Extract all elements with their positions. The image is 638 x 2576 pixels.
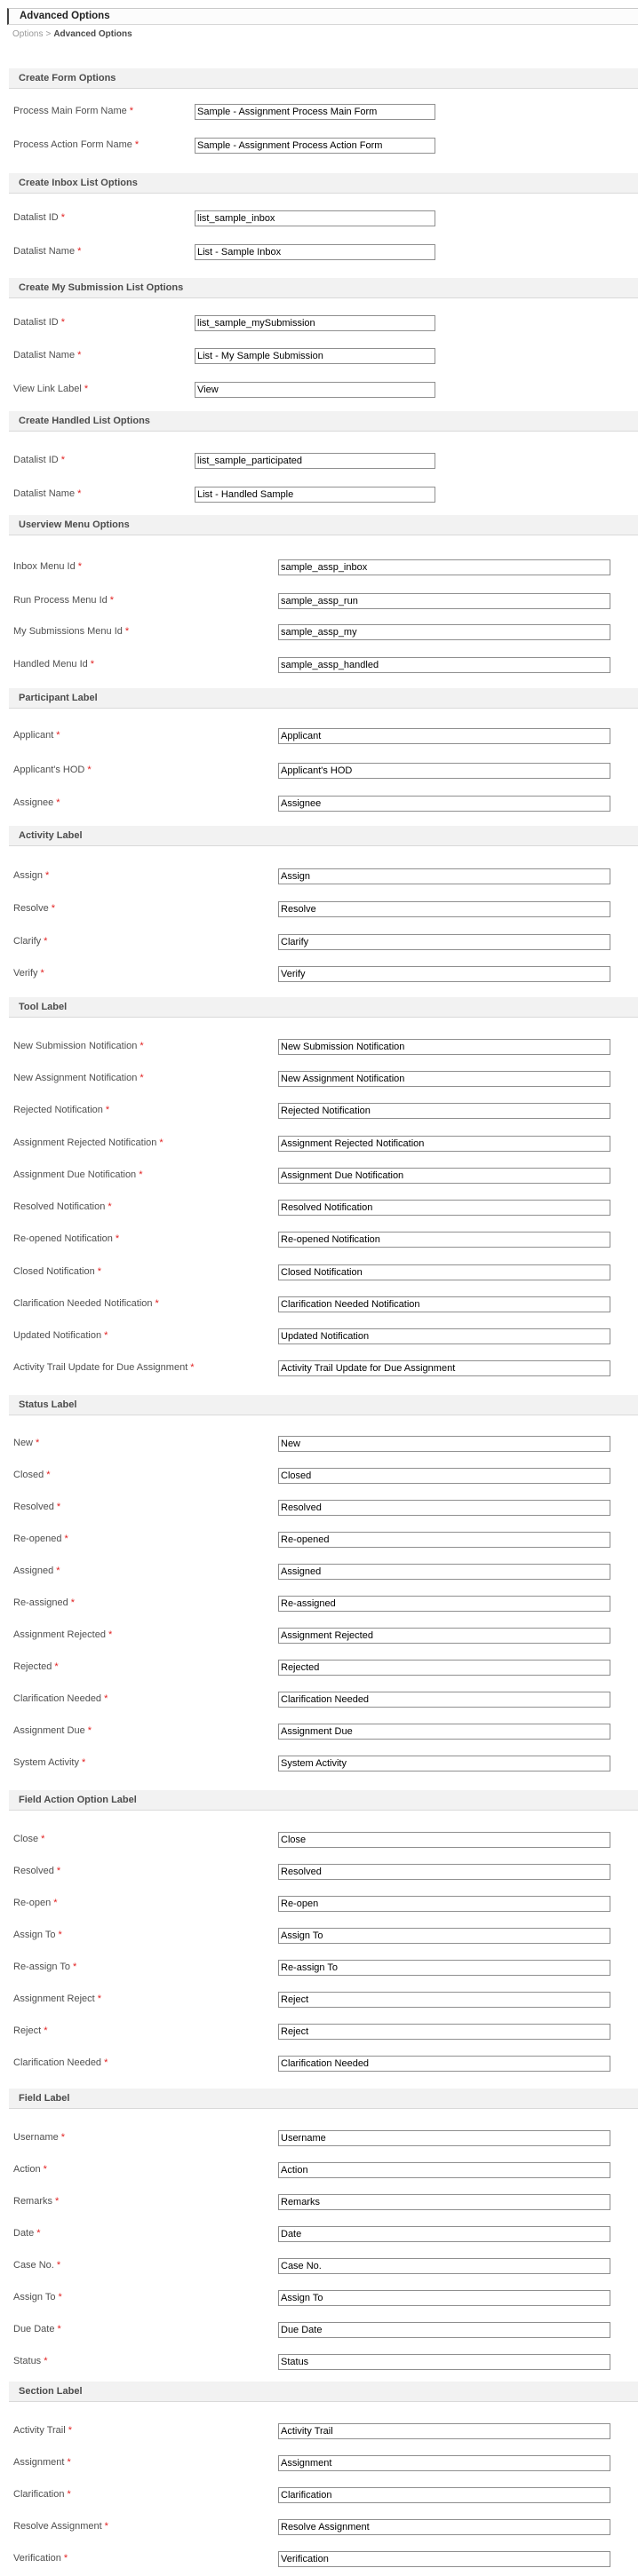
required-asterisk: * bbox=[44, 2356, 48, 2366]
field-label-text: Reject bbox=[13, 2025, 42, 2036]
field-label-resolved bbox=[13, 1502, 60, 1513]
text-input-assignment[interactable] bbox=[278, 2455, 610, 2471]
section-header-create-my-submission-list-options: Create My Submission List Options bbox=[9, 278, 638, 298]
field-label-verification bbox=[13, 2553, 68, 2564]
required-asterisk: * bbox=[46, 1470, 51, 1480]
required-asterisk: * bbox=[87, 1725, 92, 1736]
text-input-verify[interactable] bbox=[278, 966, 610, 982]
field-label-text: Rejected bbox=[13, 1661, 52, 1672]
required-asterisk: * bbox=[104, 2521, 108, 2532]
field-label-text: Re-open bbox=[13, 1898, 52, 1908]
field-label-closed-notification bbox=[13, 1266, 101, 1278]
text-input-date[interactable] bbox=[278, 2226, 610, 2242]
required-asterisk: * bbox=[60, 455, 66, 465]
section-header-create-inbox-list-options: Create Inbox List Options bbox=[9, 173, 638, 194]
field-label-clarification-needed-notification bbox=[13, 1298, 159, 1310]
text-input-datalist-name[interactable] bbox=[195, 348, 435, 364]
field-label-text: Resolve bbox=[13, 903, 49, 914]
field-label-text: Re-assigned bbox=[13, 1597, 68, 1608]
field-label-text: Datalist Name bbox=[13, 488, 76, 499]
required-asterisk: * bbox=[58, 2292, 62, 2303]
field-label-text: Datalist Name bbox=[13, 246, 76, 257]
field-label-assign-to bbox=[13, 2292, 62, 2303]
field-label-text: View Link Label bbox=[13, 384, 82, 394]
field-label-datalist-name bbox=[13, 488, 81, 500]
required-asterisk: * bbox=[40, 968, 44, 979]
text-input-closed-notification[interactable] bbox=[278, 1264, 610, 1280]
text-input-assign[interactable] bbox=[278, 868, 610, 884]
field-label-text: Clarification Needed Notification bbox=[13, 1298, 153, 1309]
field-label-re-assign-to bbox=[13, 1962, 76, 1973]
field-label-assign bbox=[13, 870, 49, 882]
required-asterisk: * bbox=[77, 561, 82, 572]
required-asterisk: * bbox=[77, 488, 82, 499]
text-input-activity-trail[interactable] bbox=[278, 2423, 610, 2439]
field-label-text: Verification bbox=[13, 2553, 61, 2564]
field-label-text: Due Date bbox=[13, 2324, 55, 2334]
field-label-text: Remarks bbox=[13, 2196, 53, 2207]
field-label-system-activity bbox=[13, 1757, 85, 1769]
field-label-text: Datalist Name bbox=[13, 350, 76, 361]
text-input-resolved[interactable] bbox=[278, 1864, 610, 1880]
field-label-clarification bbox=[13, 2489, 71, 2501]
field-label-status bbox=[13, 2356, 47, 2367]
text-input-applicant[interactable] bbox=[278, 728, 610, 744]
field-label-text: Assignment Reject bbox=[13, 1993, 95, 2004]
text-input-assigned[interactable] bbox=[278, 1564, 610, 1580]
required-asterisk: * bbox=[54, 1661, 59, 1672]
required-asterisk: * bbox=[67, 2489, 71, 2500]
field-label-text: Inbox Menu Id bbox=[13, 561, 76, 572]
breadcrumb-separator: > bbox=[45, 29, 52, 39]
text-input-datalist-id[interactable] bbox=[195, 315, 435, 331]
required-asterisk: * bbox=[81, 1757, 86, 1768]
field-label-reject bbox=[13, 2025, 47, 2037]
field-label-text: Assign To bbox=[13, 1930, 56, 1940]
text-input-action[interactable] bbox=[278, 2162, 610, 2178]
breadcrumb-current: Advanced Options bbox=[53, 29, 132, 39]
required-asterisk: * bbox=[56, 1565, 60, 1576]
field-label-new-assignment-notification bbox=[13, 1073, 144, 1084]
field-label-assignment-rejected bbox=[13, 1629, 112, 1641]
text-input-clarify[interactable] bbox=[278, 934, 610, 950]
text-input-datalist-id[interactable] bbox=[195, 210, 435, 226]
required-asterisk: * bbox=[87, 765, 92, 775]
required-asterisk: * bbox=[108, 1201, 112, 1212]
required-asterisk: * bbox=[104, 1330, 108, 1341]
text-input-new[interactable] bbox=[278, 1436, 610, 1452]
field-label-updated-notification bbox=[13, 1330, 108, 1342]
field-label-text: Assignment Due Notification bbox=[13, 1169, 137, 1180]
text-input-assignee[interactable] bbox=[278, 796, 610, 812]
text-input-clarification-needed-notification[interactable] bbox=[278, 1296, 610, 1312]
field-label-rejected bbox=[13, 1661, 59, 1673]
breadcrumb-parent-link[interactable]: Options bbox=[12, 29, 44, 39]
field-label-assignee bbox=[13, 797, 60, 809]
field-label-verify bbox=[13, 968, 44, 979]
field-label-text: Applicant's HOD bbox=[13, 765, 85, 775]
required-asterisk: * bbox=[129, 106, 134, 116]
field-label-text: Datalist ID bbox=[13, 455, 59, 465]
text-input-clarification[interactable] bbox=[278, 2487, 610, 2503]
field-label-re-opened bbox=[13, 1534, 68, 1545]
required-asterisk: * bbox=[155, 1298, 159, 1309]
required-asterisk: * bbox=[68, 2425, 72, 2436]
field-label-re-open bbox=[13, 1898, 57, 1909]
text-input-re-assigned[interactable] bbox=[278, 1596, 610, 1612]
text-input-new-submission-notification[interactable] bbox=[278, 1039, 610, 1055]
required-asterisk: * bbox=[108, 1629, 113, 1640]
required-asterisk: * bbox=[56, 1866, 61, 1876]
field-label-text: Assignment bbox=[13, 2457, 65, 2468]
text-input-updated-notification[interactable] bbox=[278, 1328, 610, 1344]
field-label-date bbox=[13, 2228, 41, 2239]
text-input-datalist-id[interactable] bbox=[195, 453, 435, 469]
required-asterisk: * bbox=[77, 246, 82, 257]
required-asterisk: * bbox=[36, 2228, 41, 2239]
text-input-resolve[interactable] bbox=[278, 901, 610, 917]
field-label-datalist-id bbox=[13, 455, 65, 466]
required-asterisk: * bbox=[56, 2260, 61, 2271]
required-asterisk: * bbox=[115, 1233, 120, 1244]
required-asterisk: * bbox=[104, 2057, 108, 2068]
field-label-username bbox=[13, 2132, 65, 2144]
text-input-assignment-reject[interactable] bbox=[278, 1992, 610, 2008]
required-asterisk: * bbox=[36, 1438, 40, 1448]
field-label-text: Handled Menu Id bbox=[13, 659, 88, 670]
field-label-text: Assign bbox=[13, 870, 44, 881]
required-asterisk: * bbox=[190, 1362, 195, 1373]
required-asterisk: * bbox=[104, 1693, 108, 1704]
text-input-verification[interactable] bbox=[278, 2551, 610, 2567]
field-label-closed bbox=[13, 1470, 51, 1481]
field-label-text: Re-opened Notification bbox=[13, 1233, 113, 1244]
text-input-process-action-form-name[interactable] bbox=[195, 138, 435, 154]
field-label-text: Action bbox=[13, 2164, 41, 2175]
field-label-text: New Submission Notification bbox=[13, 1041, 138, 1051]
required-asterisk: * bbox=[56, 1502, 61, 1512]
text-input-datalist-name[interactable] bbox=[195, 487, 435, 503]
field-label-remarks bbox=[13, 2196, 59, 2207]
field-label-case-no bbox=[13, 2260, 60, 2271]
field-label-text: Verify bbox=[13, 968, 38, 979]
field-label-text: Username bbox=[13, 2132, 59, 2143]
required-asterisk: * bbox=[43, 2164, 47, 2175]
section-header-field-action-option-label: Field Action Option Label bbox=[9, 1790, 638, 1811]
field-label-assignment-due-notification bbox=[13, 1169, 142, 1181]
required-asterisk: * bbox=[124, 626, 130, 637]
field-label-datalist-id bbox=[13, 212, 65, 224]
text-input-close[interactable] bbox=[278, 1832, 610, 1848]
required-asterisk: * bbox=[134, 139, 140, 150]
field-label-re-assigned bbox=[13, 1597, 75, 1609]
required-asterisk: * bbox=[63, 2553, 68, 2564]
text-input-clarification-needed[interactable] bbox=[278, 1692, 610, 1708]
text-input-re-opened[interactable] bbox=[278, 1532, 610, 1548]
field-label-new bbox=[13, 1438, 39, 1449]
field-label-clarify bbox=[13, 936, 47, 947]
text-input-resolved[interactable] bbox=[278, 1500, 610, 1516]
required-asterisk: * bbox=[67, 2457, 71, 2468]
field-label-text: New Assignment Notification bbox=[13, 1073, 138, 1083]
text-input-clarification-needed[interactable] bbox=[278, 2056, 610, 2072]
field-label-text: Close bbox=[13, 1834, 39, 1844]
required-asterisk: * bbox=[57, 2324, 61, 2334]
field-label-text: Status bbox=[13, 2356, 42, 2366]
required-asterisk: * bbox=[44, 936, 48, 947]
text-input-reject[interactable] bbox=[278, 2024, 610, 2040]
text-input-inbox-menu-id[interactable] bbox=[278, 559, 610, 575]
field-label-text: Resolved bbox=[13, 1866, 54, 1876]
field-label-resolve-assignment bbox=[13, 2521, 108, 2532]
required-asterisk: * bbox=[41, 1834, 45, 1844]
text-input-resolved-notification[interactable] bbox=[278, 1200, 610, 1216]
field-label-text: Assignee bbox=[13, 797, 54, 808]
text-input-view-link-label[interactable] bbox=[195, 382, 435, 398]
field-label-text: Re-assign To bbox=[13, 1962, 70, 1972]
required-asterisk: * bbox=[73, 1962, 77, 1972]
field-label-text: Closed Notification bbox=[13, 1266, 95, 1277]
text-input-re-opened-notification[interactable] bbox=[278, 1232, 610, 1248]
required-asterisk: * bbox=[77, 350, 82, 361]
field-label-new-submission-notification bbox=[13, 1041, 144, 1052]
field-label-text: Resolve Assignment bbox=[13, 2521, 102, 2532]
field-label-datalist-name bbox=[13, 246, 81, 258]
section-header-status-label: Status Label bbox=[9, 1395, 638, 1415]
field-label-close bbox=[13, 1834, 44, 1845]
required-asterisk: * bbox=[90, 659, 95, 670]
field-label-rejected-notification bbox=[13, 1105, 109, 1116]
text-input-case-no[interactable] bbox=[278, 2258, 610, 2274]
field-label-assign-to bbox=[13, 1930, 62, 1941]
field-label-my-submissions-menu-id bbox=[13, 626, 129, 638]
required-asterisk: * bbox=[45, 870, 50, 881]
field-label-text: Closed bbox=[13, 1470, 44, 1480]
field-label-assignment-reject bbox=[13, 1993, 101, 2005]
field-label-activity-trail bbox=[13, 2425, 72, 2437]
field-label-text: Assignment Rejected bbox=[13, 1629, 106, 1640]
field-label-text: Run Process Menu Id bbox=[13, 595, 108, 606]
section-header-tool-label: Tool Label bbox=[9, 997, 638, 1018]
field-label-datalist-id bbox=[13, 317, 65, 329]
field-label-assigned bbox=[13, 1565, 60, 1577]
field-label-text: System Activity bbox=[13, 1757, 79, 1768]
text-input-username[interactable] bbox=[278, 2130, 610, 2146]
section-header-create-handled-list-options: Create Handled List Options bbox=[9, 411, 638, 432]
field-label-text: Assignment Rejected Notification bbox=[13, 1137, 157, 1148]
required-asterisk: * bbox=[70, 1597, 76, 1608]
text-input-new-assignment-notification[interactable] bbox=[278, 1071, 610, 1087]
required-asterisk: * bbox=[60, 212, 66, 223]
text-input-re-assign-to[interactable] bbox=[278, 1960, 610, 1976]
field-label-text: My Submissions Menu Id bbox=[13, 626, 123, 637]
field-label-process-action-form-name bbox=[13, 139, 139, 151]
field-label-inbox-menu-id bbox=[13, 561, 82, 573]
field-label-text: Activity Trail Update for Due Assignment bbox=[13, 1362, 188, 1373]
field-label-action bbox=[13, 2164, 47, 2176]
field-label-text: Clarification Needed bbox=[13, 2057, 102, 2068]
field-label-text: Assign To bbox=[13, 2292, 56, 2303]
required-asterisk: * bbox=[140, 1041, 144, 1051]
section-header-field-label: Field Label bbox=[9, 2089, 638, 2109]
field-label-assignment-rejected-notification bbox=[13, 1137, 163, 1149]
field-label-text: Re-opened bbox=[13, 1534, 62, 1544]
field-label-text: Clarify bbox=[13, 936, 42, 947]
field-label-datalist-name bbox=[13, 350, 81, 361]
text-input-remarks[interactable] bbox=[278, 2194, 610, 2210]
section-header-create-form-options: Create Form Options bbox=[9, 68, 638, 89]
field-label-text: Applicant bbox=[13, 730, 54, 741]
field-label-process-main-form-name bbox=[13, 106, 133, 117]
text-input-system-activity[interactable] bbox=[278, 1756, 610, 1771]
text-input-closed[interactable] bbox=[278, 1468, 610, 1484]
field-label-text: Process Action Form Name bbox=[13, 139, 132, 150]
field-label-text: Resolved Notification bbox=[13, 1201, 106, 1212]
field-label-text: Assigned bbox=[13, 1565, 54, 1576]
field-label-assignment bbox=[13, 2457, 71, 2469]
required-asterisk: * bbox=[105, 1105, 110, 1115]
field-label-text: Datalist ID bbox=[13, 317, 59, 328]
field-label-text: New bbox=[13, 1438, 34, 1448]
field-label-applicant-s-hod bbox=[13, 765, 92, 776]
field-label-resolve bbox=[13, 903, 55, 915]
field-label-text: Process Main Form Name bbox=[13, 106, 127, 116]
text-input-assign-to[interactable] bbox=[278, 2290, 610, 2306]
required-asterisk: * bbox=[60, 317, 66, 328]
page-title: Advanced Options bbox=[7, 8, 638, 25]
text-input-re-open[interactable] bbox=[278, 1896, 610, 1912]
section-header-activity-label: Activity Label bbox=[9, 826, 638, 846]
field-label-run-process-menu-id bbox=[13, 595, 114, 606]
required-asterisk: * bbox=[60, 2132, 66, 2143]
breadcrumb bbox=[12, 29, 132, 40]
field-label-view-link-label bbox=[13, 384, 88, 395]
field-label-text: Updated Notification bbox=[13, 1330, 102, 1341]
field-label-text: Date bbox=[13, 2228, 35, 2239]
field-label-clarification-needed bbox=[13, 2057, 108, 2069]
text-input-rejected[interactable] bbox=[278, 1660, 610, 1676]
required-asterisk: * bbox=[84, 384, 89, 394]
required-asterisk: * bbox=[64, 1534, 68, 1544]
field-label-text: Datalist ID bbox=[13, 212, 59, 223]
text-input-assignment-due-notification[interactable] bbox=[278, 1168, 610, 1184]
text-input-resolve-assignment[interactable] bbox=[278, 2519, 610, 2535]
field-label-text: Clarification bbox=[13, 2489, 65, 2500]
text-input-handled-menu-id[interactable] bbox=[278, 657, 610, 673]
text-input-assignment-rejected[interactable] bbox=[278, 1628, 610, 1644]
text-input-activity-trail-update-for-due-assignment[interactable] bbox=[278, 1360, 610, 1376]
field-label-resolved bbox=[13, 1866, 60, 1877]
field-label-text: Clarification Needed bbox=[13, 1693, 102, 1704]
field-label-activity-trail-update-for-due-assignment bbox=[13, 1362, 195, 1374]
text-input-due-date[interactable] bbox=[278, 2322, 610, 2338]
text-input-run-process-menu-id[interactable] bbox=[278, 593, 610, 609]
required-asterisk: * bbox=[51, 903, 56, 914]
required-asterisk: * bbox=[97, 1993, 101, 2004]
text-input-applicant-s-hod[interactable] bbox=[278, 763, 610, 779]
field-label-re-opened-notification bbox=[13, 1233, 119, 1245]
field-label-text: Activity Trail bbox=[13, 2425, 66, 2436]
text-input-process-main-form-name[interactable] bbox=[195, 104, 435, 120]
field-label-resolved-notification bbox=[13, 1201, 112, 1213]
required-asterisk: * bbox=[140, 1073, 144, 1083]
required-asterisk: * bbox=[139, 1169, 143, 1180]
text-input-my-submissions-menu-id[interactable] bbox=[278, 624, 610, 640]
field-label-text: Assignment Due bbox=[13, 1725, 85, 1736]
text-input-datalist-name[interactable] bbox=[195, 244, 435, 260]
text-input-assign-to[interactable] bbox=[278, 1928, 610, 1944]
text-input-status[interactable] bbox=[278, 2354, 610, 2370]
section-header-participant-label: Participant Label bbox=[9, 688, 638, 709]
required-asterisk: * bbox=[97, 1266, 101, 1277]
field-label-handled-menu-id bbox=[13, 659, 94, 670]
required-asterisk: * bbox=[55, 2196, 60, 2207]
required-asterisk: * bbox=[44, 2025, 48, 2036]
required-asterisk: * bbox=[58, 1930, 62, 1940]
field-label-text: Rejected Notification bbox=[13, 1105, 103, 1115]
section-header-userview-menu-options: Userview Menu Options bbox=[9, 515, 638, 535]
required-asterisk: * bbox=[159, 1137, 163, 1148]
text-input-assignment-due[interactable] bbox=[278, 1724, 610, 1740]
required-asterisk: * bbox=[109, 595, 115, 606]
required-asterisk: * bbox=[56, 730, 60, 741]
field-label-clarification-needed bbox=[13, 1693, 108, 1705]
field-label-assignment-due bbox=[13, 1725, 92, 1737]
required-asterisk: * bbox=[53, 1898, 58, 1908]
text-input-assignment-rejected-notification[interactable] bbox=[278, 1136, 610, 1152]
field-label-text: Resolved bbox=[13, 1502, 54, 1512]
section-header-section-label: Section Label bbox=[9, 2382, 638, 2402]
text-input-rejected-notification[interactable] bbox=[278, 1103, 610, 1119]
field-label-due-date bbox=[13, 2324, 61, 2335]
field-label-applicant bbox=[13, 730, 60, 741]
field-label-text: Case No. bbox=[13, 2260, 54, 2271]
required-asterisk: * bbox=[56, 797, 60, 808]
